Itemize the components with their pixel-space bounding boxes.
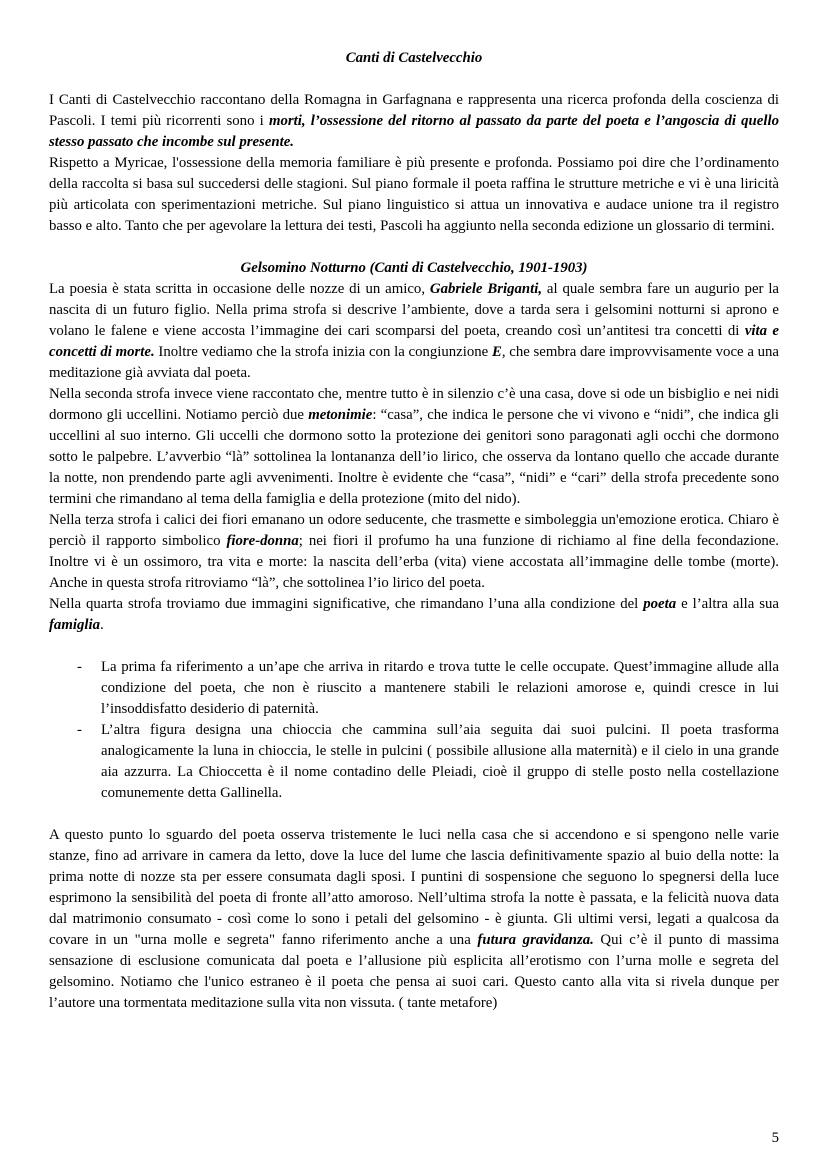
text-run: : “casa”, che indica le persone che vi vivono e “nidi”, che indica gli uccellini al suo interno. Gli uccelli che dormono sotto la protezione dei genitori sono paragonati agli occhi che dormono sotto le palpebre. L’avverbio “là” sottolinea la lontananza dell’io lirico, che osserva da lontano quello che accade durante la notte, non prendendo parte agli avvenimenti. Inoltre è evidente che “casa”, “nidi” e “cari” della strofa precedente sono termini che rimandano al tema della famiglia e della protezione (mito del nido). xyxy=(49,407,779,507)
emphasis-run: poeta xyxy=(643,596,677,612)
paragraph xyxy=(49,594,779,636)
dash-list xyxy=(49,657,779,804)
emphasis-run: Canti di Castelvecchio xyxy=(345,50,483,66)
text-run: L’altra figura designa una chioccia che cammina sull’aia seguita dai suoi pulcini. Il poeta trasforma analogicamente la luna in chioccia, le stelle in pulcini ( possibile allusione alla maternità) e il cielo in una grande aia azzurra. La Chioccetta è il nome contadino delle Pleiadi, cioè il gruppo di stelle posto nella costellazione comunemente detta Gallinella. xyxy=(101,722,779,801)
paragraph xyxy=(49,384,779,510)
text-run: La poesia è stata scritta in occasione delle nozze di un amico, xyxy=(49,281,430,297)
list-item xyxy=(49,657,779,720)
text-run: , che sembra dare improvvisamente voce a una meditazione già avviata dal poeta. xyxy=(49,344,779,381)
emphasis-run: Gelsomino Notturno (Canti di Castelvecchio, 1901-1903) xyxy=(240,260,588,276)
emphasis-run: morti, l’ossessione del ritorno al passato da parte del poeta e l’angoscia di quello stesso passato che incombe sul presente. xyxy=(49,113,779,150)
document-title xyxy=(49,48,779,69)
emphasis-run: Gabriele Briganti, xyxy=(429,281,543,297)
emphasis-run: E xyxy=(491,344,502,360)
text-run: Nella terza strofa i calici dei fiori emanano un odore seducente, che trasmette e simboleggia un'emozione erotica. Chiaro è perciò il rapporto simbolico xyxy=(49,512,779,549)
text-run: I Canti di Castelvecchio raccontano della Romagna in Garfagnana e rappresenta una ricerca profonda della coscienza di Pascoli. I temi più ricorrenti sono i xyxy=(49,92,779,129)
text-run: al quale sembra fare un augurio per la nascita di un futuro figlio. Nella prima strofa si descrive l’ambiente, dove a tarda sera i gelsomini notturni si aprono e volano le falene e viene accosta l’immagine dei cari scomparsi del poeta, creando così un’antitesi tra concetti di xyxy=(49,281,779,339)
list-item xyxy=(49,720,779,804)
blank-line xyxy=(49,636,779,657)
paragraph xyxy=(49,510,779,594)
blank-line xyxy=(49,69,779,90)
paragraph xyxy=(49,153,779,237)
emphasis-run: futura gravidanza. xyxy=(477,932,594,948)
text-run: Nella seconda strofa invece viene raccontato che, mentre tutto è in silenzio c’è una casa, dove si ode un bisbiglio e nei nidi dormono gli uccellini. Notiamo perciò due xyxy=(49,386,779,423)
text-run: Qui c’è il punto di massima sensazione di esclusione comunicata dal poeta e l’allusione più esplicita all’erotismo con l’urna molle e segreta del gelsomino. Notiamo che l'unico estraneo è il poeta che pensa ai suoi cari. Questo canto alla vita si rivela dunque per l’autore una tormentata meditazione sulla vita non vissuta. ( tante metafore) xyxy=(49,932,779,1011)
blank-line xyxy=(49,237,779,258)
dash-marker: - xyxy=(77,659,82,675)
emphasis-run: fiore-donna xyxy=(226,533,299,549)
emphasis-run: famiglia xyxy=(49,617,100,633)
text-run: A questo punto lo sguardo del poeta osserva tristemente le luci nella casa che si accendono e si spengono nelle varie stanze, fino ad arrivare in camera da letto, dove la luce del lume che lascia definitivamente spazio al buio della notte: la prima notte di nozze sta per essere consumata dagli sposi. I puntini di sospensione che seguono lo spegnersi della luce esprimono la sensibilità del poeta di fronte all’atto amoroso. Nell’ultima strofa la notte è passata, e la felicità nuova data dal matrimonio consumato - così come lo sono i petali del gelsomino - è giunta. Gli ultimi versi, legati a qualcosa da covare in un "urna molle e segreta" fanno riferimento anche a una xyxy=(49,827,779,948)
emphasis-run: vita e concetti di morte. xyxy=(49,323,779,360)
dash-marker: - xyxy=(77,722,82,738)
section-heading xyxy=(49,258,779,279)
document-body xyxy=(49,48,779,1014)
text-run: ; nei fiori il profumo ha una funzione di richiamo al fine della fecondazione. Inoltre vi è un ossimoro, tra vita e morte: la nascita dell’erba (vita) viene accostata all’immagine delle tombe (morte). Anche in questa strofa ritroviamo “là”, che sottolinea l’io lirico del poeta. xyxy=(49,533,780,591)
paragraph xyxy=(49,825,779,1014)
text-run: Rispetto a Myricae, l'ossessione della memoria familiare è più presente e profonda. Possiamo poi dire che l’ordinamento della raccolta si basa sul succedersi delle stagioni. Sul piano formale il poeta raffina le strutture metriche e vi è una liricità più articolata con sperimentazioni metriche. Sul piano linguistico si attua un innovativa e audace unione tra il registro basso e alto. Tanto che per agevolare la lettura dei testi, Pascoli ha aggiunto nella seconda edizione un glossario di termini. xyxy=(49,155,779,234)
text-run: Nella quarta strofa troviamo due immagini significative, che rimandano l’una alla condizione del xyxy=(49,596,644,612)
text-run: Inoltre vediamo che la strofa inizia con la congiunzione xyxy=(154,344,492,360)
text-run: . xyxy=(99,617,104,633)
page-number: 5 xyxy=(771,1130,779,1146)
blank-line xyxy=(49,804,779,825)
text-run: e l’altra alla sua xyxy=(676,596,779,612)
paragraph xyxy=(49,279,779,384)
emphasis-run: metonimie xyxy=(308,407,373,423)
text-run: La prima fa riferimento a un’ape che arriva in ritardo e trova tutte le celle occupate. Quest’immagine allude alla condizione del poeta, che non è riuscito a mantenere stabili le relazioni amorose e, quindi cresce in lui l’insoddisfatto desiderio di paternità. xyxy=(101,659,779,717)
paragraph xyxy=(49,90,779,153)
